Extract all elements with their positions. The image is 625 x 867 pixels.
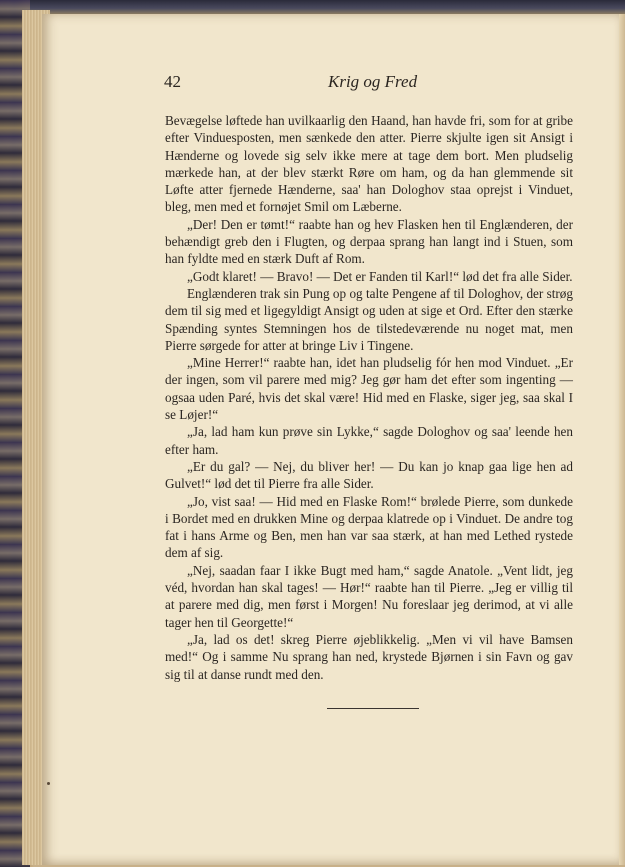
paragraph: „Mine Herrer!“ raabte han, idet han pludselig fór hen mod Vinduet. „Er der ingen, som vil parere med mig? Jeg gør ham det efter som ingenting — ogsaa uden Paré, hvis det skal være! Hid med en Flaske, siger jeg, saa skal I se Løjer!“ — [165, 355, 573, 423]
running-head — [164, 72, 574, 98]
paragraph: „Nej, saadan faar I ikke Bugt med ham,“ sagde Anatole. „Vent lidt, jeg véd, hvordan han skal tages! — Hør!“ raabte han til Pierre. „Jeg er villig til at parere med dig, men først i Morgen! Nu foreslaar jeg derimod, at vi alle tager hen til Georgette!“ — [165, 562, 573, 630]
paragraph: Englænderen trak sin Pung op og talte Pengene af til Dologhov, der strøg dem til sig med et ligegyldigt Ansigt og uden at sige et Ord. Efter den stærke Spænding syntes Stemningen hos de tilstedeværende nu noget mat, men Pierre sørgede for atter at bringe Liv i Tingene. — [165, 285, 573, 353]
page-right-edge — [619, 14, 625, 865]
paragraph: „Godt klaret! — Bravo! — Det er Fanden til Karl!“ lød det fra alle Sider. — [187, 268, 573, 284]
paragraph: „Der! Den er tømt!“ raabte han og hev Flasken hen til Englænderen, der behændigt greb den i Flugten, og derpaa sprang han langt ind i Stuen, som han fyldte med en stærk Duft af Rom. — [165, 216, 573, 267]
section-end-rule — [327, 708, 419, 709]
page-number: 42 — [164, 72, 181, 91]
paper-speck — [47, 782, 50, 785]
paragraph: „Jo, vist saa! — Hid med en Flaske Rom!“ brølede Pierre, som dunkede i Bordet med en drukken Mine og derpaa klatrede op i Vinduet. De andre tog fat i hans Arme og Ben, men han var saa stærk, at han med Lethed rystede dem af sig. — [165, 493, 573, 561]
paragraph: „Er du gal? — Nej, du bliver her! — Du kan jo knap gaa lige hen ad Gulvet!“ lød det til Pierre fra alle Sider. — [165, 458, 573, 492]
running-title: Krig og Fred — [328, 72, 418, 91]
paragraph: „Ja, lad ham kun prøve sin Lykke,“ sagde Dologhov og saa' leende hen efter ham. — [165, 424, 573, 457]
paragraph: Bevægelse løftede han uvilkaarlig den Haand, han havde fri, som for at gribe efter Vinduesposten, men sænkede den atter. Pierre skjulte igen sit Ansigt i Hænderne og lovede sig selv ikke mere at tage dem bort. Men pludselig mærkede han, at der blev stærkt Røre om ham, og da han glemmende sit Løfte atter fjernede Hænderne, saa' han Dologhov staa oprejst i Vinduet, bleg, men med et fornøjet Smil om Læberne. — [165, 113, 573, 215]
paragraph: „Ja, lad os det! skreg Pierre øjeblikkelig. „Men vi vil have Bamsen med!“ Og i samme Nu sprang han ned, krystede Bjørnen i sin Favn og gav sig til at danse rundt med den. — [165, 631, 573, 682]
book-top-edge — [30, 0, 625, 14]
body-text — [165, 112, 573, 683]
